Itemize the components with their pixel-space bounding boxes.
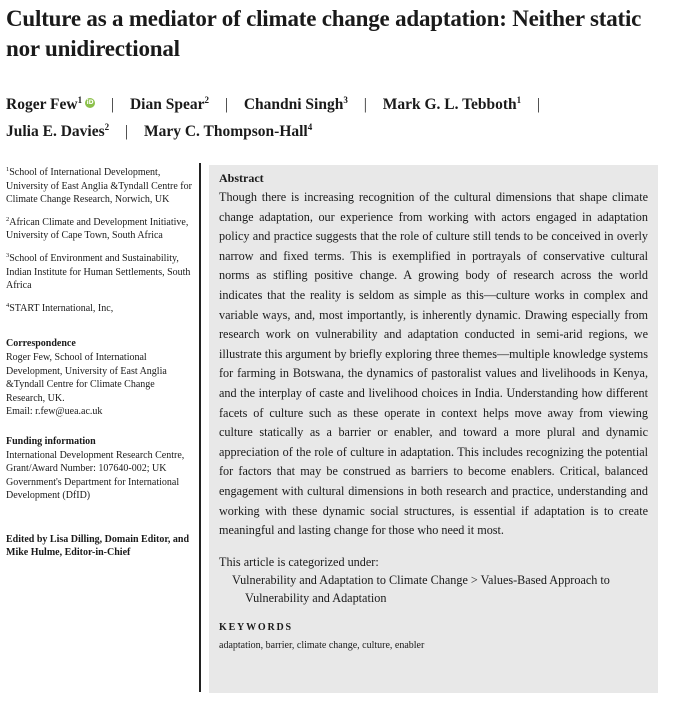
author-name[interactable]: Dian Spear$^2$ [129, 95, 209, 113]
keywords-heading: KEYWORDS [219, 621, 293, 633]
correspondence-text: Roger Few, School of International Development, University of East Anglia &Tyndall Centre for Climate Change Research, UK. [6, 351, 167, 404]
column-divider [199, 163, 201, 692]
abstract-body: Though there is increasing recognition of the cultural dimensions that shape climate change adaptation, our experience from working with actors engaged in adaptation policy and practice suggests that the role of culture still tends to be conceived in overly narrow and fixed terms. This is exemplified in portrayals of conservative cultural norms as stifling positive change. A growing body of research across the world indicates that the reality is seldom as simple as this—culture works in complex and variable ways, and, most importantly, is inherently dynamic. Drawing especially from research work on vulnerability and adaptation conducted in semi-arid regions, we illustrate this argument by briefly exploring three themes—multiple knowledge systems for farming in Botswana, the dynamics of pastoralist values and livelihoods in Kenya, and the interplay of caste and livelihood choices in India. Understanding how different facets of culture such as these operate in context helps move away from viewing culture statically as a barrier or enabler, and toward a more plural and dynamic appreciation of the role of culture in adaptation. This includes recognizing the potential for factors that may be construed as barriers to become enablers. Critical, balanced engagement with cultural dimensions in both research and practice, understanding and working with these dynamic social structures, is essential if adaptation is to create meaningful and lasting change for those who need it most. [219, 190, 648, 538]
correspondence-heading: Correspondence [6, 338, 76, 350]
affiliation: $^4$START International, Inc, [6, 301, 114, 314]
categorized-intro: This article is categorized under: [219, 554, 379, 569]
author-list [6, 89, 670, 143]
funding-text: International Development Research Centre, Grant/Award Number: 107640-002; UK Government's Department for International Development (DfID) [6, 449, 185, 502]
abstract-box [209, 165, 658, 693]
sidebar-metadata [6, 163, 196, 560]
funding-heading: Funding information [6, 435, 96, 447]
affiliation: $^3$School of Environment and Sustainability, Indian Institute for Human Settlements, South Africa [6, 251, 191, 292]
author-name[interactable]: Mary C. Thompson-Hall$^4$ [143, 122, 313, 140]
affiliation: $^2$African Climate and Development Initiative, University of Cape Town, South Africa [6, 215, 189, 242]
article-title: Culture as a mediator of climate change adaptation: Neither static nor unidirectional [6, 6, 642, 61]
keywords-list: adaptation, barrier, climate change, culture, enabler [219, 639, 425, 651]
author-line-1 [6, 89, 670, 116]
author-separator: | [124, 123, 129, 140]
author-line-2 [6, 116, 670, 143]
category-link[interactable]: Vulnerability and Adaptation to Climate Change > Values-Based Approach to Vulnerability and Adaptation [232, 572, 610, 605]
author-name[interactable]: Mark G. L. Tebboth$^1$ [382, 95, 522, 113]
author-name[interactable]: Julia E. Davies$^2$ [6, 122, 110, 140]
orcid-icon[interactable]: iD [86, 99, 94, 106]
author-name[interactable]: Chandni Singh$^3$ [243, 95, 348, 113]
edited-by: Edited by Lisa Dilling, Domain Editor, and Mike Hulme, Editor-in-Chief [6, 533, 190, 559]
author-separator: | [224, 96, 228, 113]
author-separator: | [363, 96, 367, 113]
abstract-heading: Abstract [219, 171, 264, 185]
author-separator: | [537, 96, 541, 113]
author-separator: | [110, 96, 115, 113]
correspondence-email[interactable]: Email: r.few@uea.ac.uk [6, 406, 103, 418]
author-name[interactable]: Roger Few$^1$ [6, 95, 83, 113]
affiliation: $^1$School of International Development, University of East Anglia &Tyndall Centre for Climate Change Research, Norwich, UK [6, 166, 192, 206]
